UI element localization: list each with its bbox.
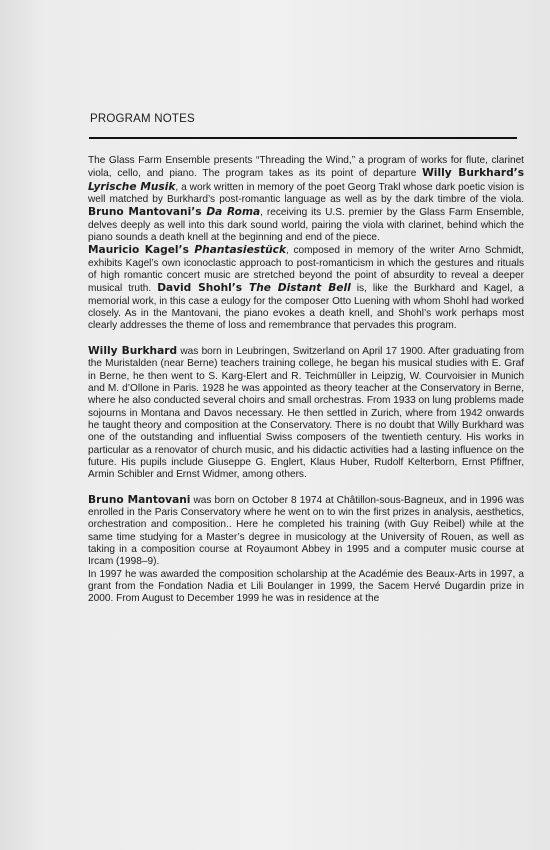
bio-text: In 1997 he was awarded the composition scholarship at the Académie des Beaux-Arts in 1997, a grant from the Fondation Nadia et Lili Boulanger in 1999, the Sacem Hervé Dugardin prize in 2000. From August to December 1999 he was in residence at the bbox=[88, 568, 524, 605]
composer-name: Mauricio Kagel’s bbox=[88, 244, 195, 257]
intro-paragraph-2 bbox=[88, 244, 524, 332]
work-title: Lyrische Musik bbox=[88, 180, 176, 193]
intro-text: , a work written in memory of the poet Georg Trakl whose dark poetic vision is well matched by Burkhard’s post-romantic language as well as by the dark timbre of the viola. bbox=[88, 181, 524, 206]
burkhard-bio-paragraph bbox=[88, 345, 524, 482]
intro-text: , composed in memory of the writer Arno Schmidt, exhibits Kagel’s own iconoclastic approach to post-romanticism in which the gestures and rituals of high romantic concert music are stretched beyond the point of absurdity to reveal a deeper musical truth. bbox=[88, 245, 524, 295]
work-title: The Distant Bell bbox=[248, 282, 351, 295]
section-heading: PROGRAM NOTES bbox=[90, 113, 195, 125]
work-title: Da Roma bbox=[206, 206, 261, 219]
intro-paragraph bbox=[88, 155, 524, 244]
composer-name: Bruno Mantovani’s bbox=[88, 206, 207, 219]
bio-text: was born in Leubringen, Switzerland on April 17 1900. After graduating from the Muristalden (near Berne) teachers training college, he began his musical studies with E. Graf in Berne, he then went to S. Karg-Elert and R. Teichmüller in Leipzig, W. Courvoisier in Munich and M. d’Ollone in Paris. 1928 he was appointed as theory teacher at the Conservatory in Berne, where he also conducted several choirs and small orchestras. From 1933 on lung problems made sojourns in Montana and Davos necessary. He then settled in Zurich, where from 1942 onwards he taught theory and composition at the Conservatory. There is no doubt that Willy Burkhard was one of the outstanding and influential Swiss composers of the twentieth century. His works in particular as a renovator of church music, and his didactic activities had a lasting influence on the future. His pupils include Giuseppe G. Englert, Klaus Huber, Rudolf Kelterborn, Ernst Pfiffner, Armin Schibler and Ernst Widmer, among others. bbox=[88, 345, 524, 481]
work-title: Phantasiestück bbox=[194, 244, 286, 257]
composer-name: David Shohl’s bbox=[157, 282, 249, 295]
intro-text: , receiving its U.S. premier by the Glass Farm Ensemble, delves deeply as well into this dark sound world, pairing the viola with clarinet, behind which the piano sounds a death knell at the beginning and end of the piece. bbox=[88, 207, 525, 244]
composer-name: Willy Burkhard’s bbox=[422, 167, 524, 180]
mantovani-bio-paragraph bbox=[88, 494, 524, 569]
composer-name: Willy Burkhard bbox=[88, 344, 178, 357]
composer-name: Bruno Mantovani bbox=[88, 493, 191, 506]
intro-text: is, like the Burkhard and Kagel, a memorial work, in this case a eulogy for the composer Otto Luening with whom Shohl had worked closely. As in the Mantovani, the piano evokes a death knell, and Shohl’s work perhaps most clearly addresses the theme of loss and remembrance that pervades this program. bbox=[88, 283, 524, 332]
bio-text: was born on October 8 1974 at Châtillon-sous-Bagneux, and in 1996 was enrolled in the Paris Conservatory where he went on to win the first prizes in analysis, aesthetics, orchestration and composition.. Here he completed his training (with Guy Reibel) while at the same time studying for a Master’s degree in musicology at the University of Rouen, as well as taking in a composition course at Royaumont Abbey in 1995 and a computer music course at Ircam (1998–9). bbox=[88, 494, 525, 568]
mantovani-bio-paragraph-2 bbox=[88, 569, 524, 606]
heading-rule bbox=[89, 137, 517, 139]
program-notes-body bbox=[88, 155, 524, 606]
intro-text: The Glass Farm Ensemble presents “Threading the Wind,” a program of works for flute, clarinet viola, cello, and piano. The program takes as its point of departure bbox=[88, 155, 524, 180]
